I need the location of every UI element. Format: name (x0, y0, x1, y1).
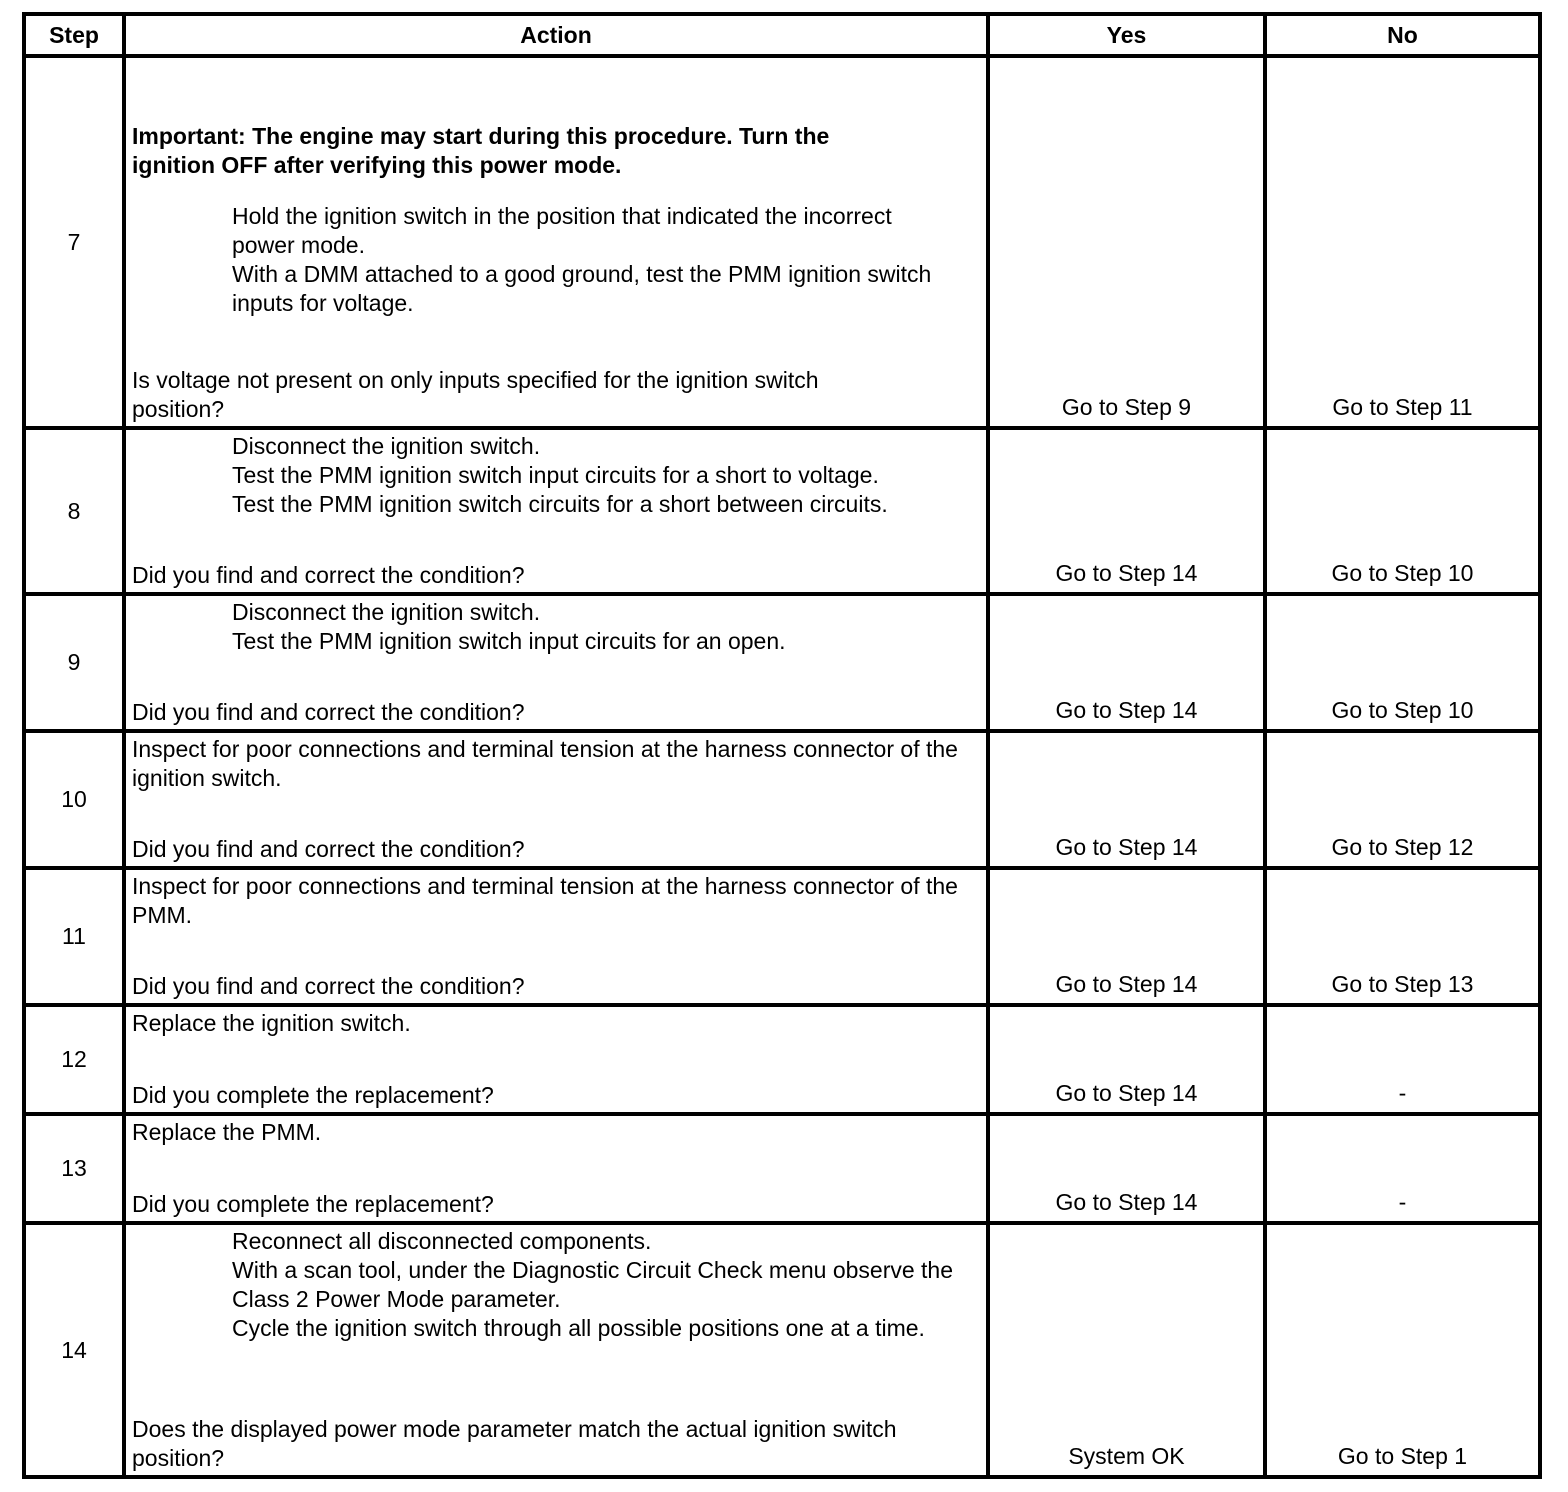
question: Did you find and correct the condition? (132, 973, 525, 999)
action-text: Replace the ignition switch. (132, 1010, 411, 1036)
step-row (24, 1005, 1540, 1114)
header-no: No (1265, 14, 1540, 56)
action-cell (124, 1005, 988, 1114)
yes-result: Go to Step 14 (988, 1114, 1265, 1223)
header-action: Action (124, 14, 988, 56)
action-text: Inspect for poor connections and terminal tension at the harness connector of the PMM. (132, 873, 958, 928)
action-cell (124, 731, 988, 868)
step-number: 11 (24, 868, 124, 1005)
action-step-item: With a scan tool, under the Diagnostic Circuit Check menu observe the Class 2 Power Mode parameter. (232, 1257, 954, 1312)
action-text: Inspect for poor connections and terminal tension at the harness connector of the ignition switch. (132, 736, 958, 791)
step-row (24, 868, 1540, 1005)
yes-result: System OK (988, 1223, 1265, 1477)
question: Is voltage not present on only inputs specified for the ignition switch position? (132, 367, 819, 422)
action-step-item: Hold the ignition switch in the position that indicated the incorrect power mode. (232, 203, 892, 258)
yes-result: Go to Step 14 (988, 428, 1265, 594)
step-row (24, 1223, 1540, 1477)
step-row (24, 594, 1540, 731)
question: Did you complete the replacement? (132, 1191, 494, 1217)
no-result: - (1265, 1114, 1540, 1223)
question: Did you find and correct the condition? (132, 562, 525, 588)
yes-result: Go to Step 9 (988, 56, 1265, 428)
step-row (24, 731, 1540, 868)
step-number: 9 (24, 594, 124, 731)
question: Does the displayed power mode parameter match the actual ignition switch position? (132, 1416, 897, 1471)
question: Did you complete the replacement? (132, 1082, 494, 1108)
action-step-item: Disconnect the ignition switch. (232, 433, 541, 459)
header-step: Step (24, 14, 124, 56)
step-row (24, 56, 1540, 428)
no-result: Go to Step 13 (1265, 868, 1540, 1005)
no-result: Go to Step 12 (1265, 731, 1540, 868)
question: Did you find and correct the condition? (132, 836, 525, 862)
diagnostic-table (22, 12, 1542, 1479)
action-step-item: Test the PMM ignition switch input circuits for a short to voltage. (232, 462, 879, 488)
action-steps (132, 202, 978, 318)
action-steps (132, 598, 978, 656)
step-number: 7 (24, 56, 124, 428)
yes-result: Go to Step 14 (988, 731, 1265, 868)
step-number: 8 (24, 428, 124, 594)
action-cell (124, 1114, 988, 1223)
yes-result: Go to Step 14 (988, 868, 1265, 1005)
step-row (24, 1114, 1540, 1223)
step-number: 10 (24, 731, 124, 868)
action-cell (124, 56, 988, 428)
question: Did you find and correct the condition? (132, 699, 525, 725)
action-step-item: Disconnect the ignition switch. (232, 599, 541, 625)
header-yes: Yes (988, 14, 1265, 56)
action-steps (132, 432, 978, 519)
action-step-item: Reconnect all disconnected components. (232, 1228, 652, 1254)
no-result: Go to Step 10 (1265, 594, 1540, 731)
action-cell (124, 428, 988, 594)
important-note: Important: The engine may start during this procedure. Turn the ignition OFF after verifying this power mode. (132, 123, 830, 178)
action-step-item: Cycle the ignition switch through all possible positions one at a time. (232, 1315, 925, 1341)
header-row (24, 14, 1540, 56)
no-result: Go to Step 1 (1265, 1223, 1540, 1477)
step-number: 12 (24, 1005, 124, 1114)
no-result: Go to Step 11 (1265, 56, 1540, 428)
yes-result: Go to Step 14 (988, 1005, 1265, 1114)
step-row (24, 428, 1540, 594)
action-step-item: Test the PMM ignition switch input circuits for an open. (232, 628, 786, 654)
step-number: 14 (24, 1223, 124, 1477)
action-step-item: Test the PMM ignition switch circuits for a short between circuits. (232, 491, 888, 517)
action-step-item: With a DMM attached to a good ground, test the PMM ignition switch inputs for voltage. (232, 261, 932, 316)
step-number: 13 (24, 1114, 124, 1223)
action-cell (124, 1223, 988, 1477)
yes-result: Go to Step 14 (988, 594, 1265, 731)
action-cell (124, 868, 988, 1005)
no-result: - (1265, 1005, 1540, 1114)
action-steps (132, 1227, 978, 1343)
action-cell (124, 594, 988, 731)
no-result: Go to Step 10 (1265, 428, 1540, 594)
action-text: Replace the PMM. (132, 1119, 322, 1145)
